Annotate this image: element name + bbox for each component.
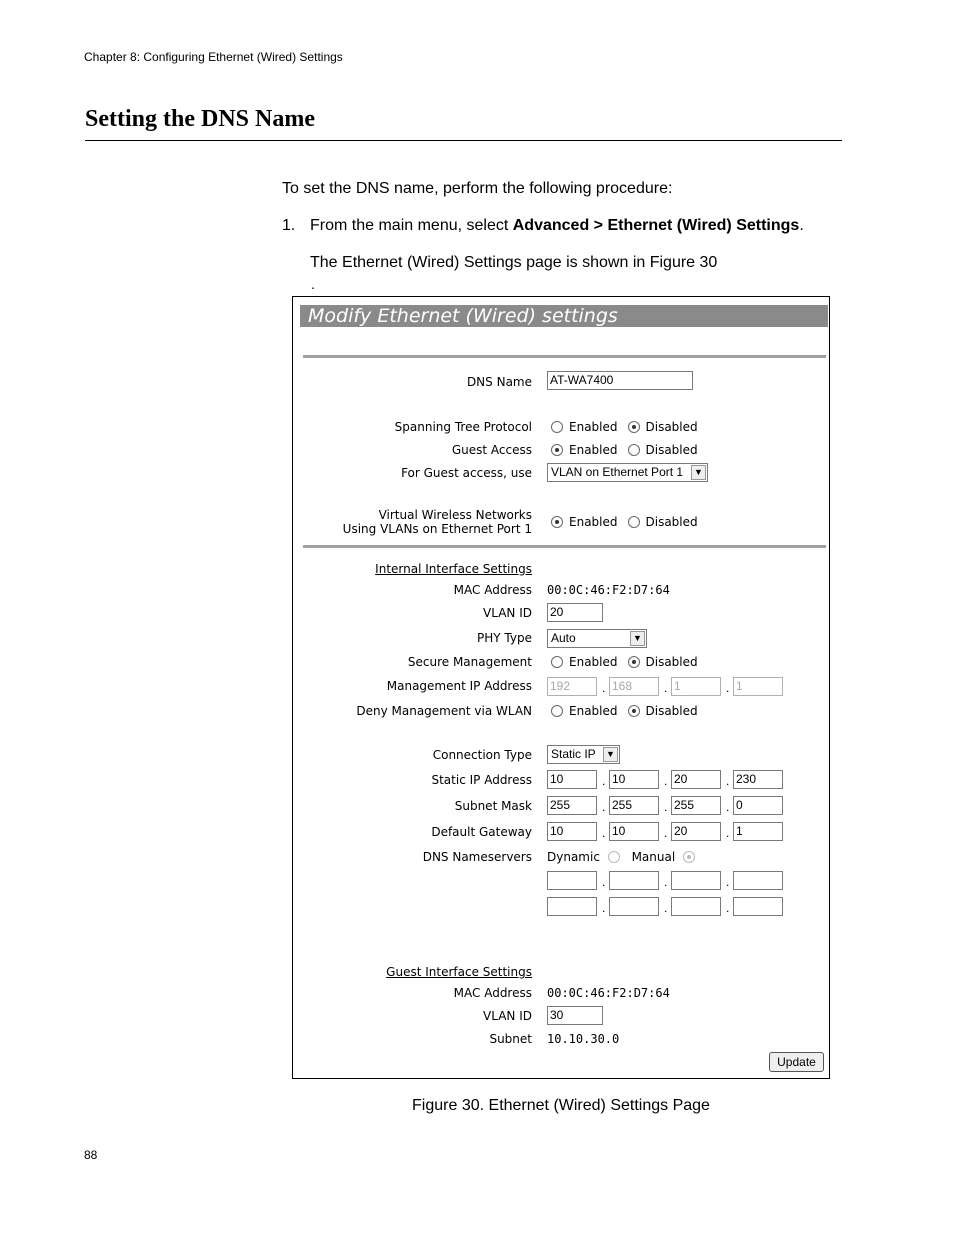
radio-label: Enabled [569,443,618,457]
guest-access-disabled-radio[interactable] [628,444,640,456]
chevron-down-icon: ▼ [691,465,706,480]
mgmt-ip-label: Management IP Address [386,679,532,693]
radio-label: Enabled [569,655,618,669]
guest-subnet-label: Subnet [489,1032,532,1046]
dns-manual-radio[interactable] [683,851,695,863]
connection-type-select[interactable] [547,745,620,764]
subnet-mask-label: Subnet Mask [454,799,532,813]
dns1-octet-1[interactable] [547,871,597,890]
ip-separator: . [664,826,668,840]
divider-middle [303,545,826,548]
page-number: 88 [84,1148,98,1162]
guest-mac-label: MAC Address [453,986,532,1000]
divider-top [303,355,826,358]
vwn-enabled-radio[interactable] [551,516,563,528]
dns2-octet-3[interactable] [671,897,721,916]
mgmt-ip-octet-2[interactable]: 168 [609,677,659,696]
spanning-tree-label: Spanning Tree Protocol [394,420,532,434]
stray-dot: . [311,276,315,292]
vwn-sublabel: Using VLANs on Ethernet Port 1 [342,522,532,536]
guest-access-radios [551,443,708,457]
dns1-octet-3[interactable] [671,871,721,890]
step-menu-path: Advanced > Ethernet (Wired) Settings [512,217,800,234]
ip-separator: . [602,681,606,695]
vwn-radios [551,515,708,529]
dns2-octet-4[interactable] [733,897,783,916]
chevron-down-icon: ▼ [630,631,645,646]
guest-settings-heading: Guest Interface Settings [386,965,532,979]
static-ip-octet-3[interactable]: 20 [671,770,721,789]
radio-label: Manual [631,850,676,864]
ip-separator: . [726,826,730,840]
phy-type-label: PHY Type [477,631,532,645]
gateway-octet-3[interactable]: 20 [671,822,721,841]
guest-use-label: For Guest access, use [401,466,532,480]
dns-name-input[interactable]: AT-WA7400 [547,371,693,390]
form-title: Modify Ethernet (Wired) settings [300,305,828,327]
guest-vlan-label: VLAN ID [483,1009,532,1023]
select-value: Auto [551,631,576,645]
gateway-label: Default Gateway [431,825,532,839]
secure-mgmt-radios [551,655,708,669]
dns-dynamic-radio[interactable] [608,851,620,863]
radio-label: Disabled [645,704,698,718]
ip-separator: . [602,901,606,915]
ip-separator: . [664,774,668,788]
radio-label: Enabled [569,420,618,434]
radio-label: Disabled [645,655,698,669]
mgmt-ip-octet-1[interactable]: 192 [547,677,597,696]
subnet-mask-octet-4[interactable]: 0 [733,796,783,815]
figure-caption: Figure 30. Ethernet (Wired) Settings Page [412,1097,710,1114]
chevron-down-icon: ▼ [603,747,618,762]
spanning-tree-radios [551,420,708,434]
guest-access-label: Guest Access [451,443,532,457]
ip-separator: . [602,875,606,889]
dns-name-label: DNS Name [466,375,532,389]
radio-label: Disabled [645,515,698,529]
section-title: Setting the DNS Name [85,106,315,132]
ip-separator: . [664,681,668,695]
step-number: 1. [282,217,296,234]
settings-figure [292,296,830,1079]
phy-type-select[interactable] [547,629,647,648]
dns-nameservers-label: DNS Nameservers [422,850,532,864]
ip-separator: . [726,875,730,889]
connection-type-label: Connection Type [432,748,532,762]
section-divider [85,140,842,141]
deny-mgmt-radios [551,704,708,718]
ip-separator: . [602,826,606,840]
dns-mode-radios [547,850,695,864]
internal-vlan-input[interactable]: 20 [547,603,603,622]
guest-vlan-input[interactable]: 30 [547,1006,603,1025]
step-text [310,217,804,235]
static-ip-octet-1[interactable]: 10 [547,770,597,789]
dns2-octet-1[interactable] [547,897,597,916]
radio-label: Dynamic [547,850,600,864]
radio-label: Enabled [569,515,618,529]
internal-mac-label: MAC Address [453,583,532,597]
secure-mgmt-label: Secure Management [407,655,532,669]
gateway-octet-1[interactable]: 10 [547,822,597,841]
secure-mgmt-disabled-radio[interactable] [628,656,640,668]
static-ip-label: Static IP Address [431,773,532,787]
dns2-octet-2[interactable] [609,897,659,916]
radio-label: Disabled [645,420,698,434]
ip-separator: . [664,800,668,814]
guest-vlan-select[interactable] [547,463,708,482]
guest-mac-value: 00:0C:46:F2:D7:64 [547,986,670,1000]
guest-subnet-value: 10.10.30.0 [547,1032,620,1046]
spanning-tree-enabled-radio[interactable] [551,421,563,433]
guest-access-enabled-radio[interactable] [551,444,563,456]
static-ip-octet-2[interactable]: 10 [609,770,659,789]
ip-separator: . [726,800,730,814]
radio-label: Disabled [645,443,698,457]
dns1-octet-2[interactable] [609,871,659,890]
internal-vlan-label: VLAN ID [483,606,532,620]
ip-separator: . [602,800,606,814]
subnet-mask-octet-2[interactable]: 255 [609,796,659,815]
subnet-mask-octet-1[interactable]: 255 [547,796,597,815]
mgmt-ip-octet-4[interactable]: 1 [733,677,783,696]
select-value: Static IP [551,747,596,761]
subnet-mask-octet-3[interactable]: 255 [671,796,721,815]
vwn-label: Virtual Wireless Networks [378,508,532,522]
update-button[interactable]: Update [769,1052,824,1072]
secure-mgmt-enabled-radio[interactable] [551,656,563,668]
internal-mac-value: 00:0C:46:F2:D7:64 [547,583,670,597]
deny-mgmt-disabled-radio[interactable] [628,705,640,717]
vwn-disabled-radio[interactable] [628,516,640,528]
gateway-octet-4[interactable]: 1 [733,822,783,841]
spanning-tree-disabled-radio[interactable] [628,421,640,433]
ip-separator: . [726,774,730,788]
deny-mgmt-label: Deny Management via WLAN [356,704,532,718]
dns1-octet-4[interactable] [733,871,783,890]
ip-separator: . [664,875,668,889]
step-prefix: From the main menu, select [310,217,513,234]
internal-settings-heading: Internal Interface Settings [375,562,532,576]
ip-separator: . [664,901,668,915]
step-result: The Ethernet (Wired) Settings page is shown in Figure 30 [310,254,718,271]
select-value: VLAN on Ethernet Port 1 [551,465,684,479]
chapter-header: Chapter 8: Configuring Ethernet (Wired) Settings [84,50,343,64]
ip-separator: . [602,774,606,788]
ip-separator: . [726,681,730,695]
gateway-octet-2[interactable]: 10 [609,822,659,841]
intro-paragraph: To set the DNS name, perform the following procedure: [282,180,673,197]
static-ip-octet-4[interactable]: 230 [733,770,783,789]
step-suffix: . [799,217,804,234]
mgmt-ip-octet-3[interactable]: 1 [671,677,721,696]
deny-mgmt-enabled-radio[interactable] [551,705,563,717]
radio-label: Enabled [569,704,618,718]
ip-separator: . [726,901,730,915]
